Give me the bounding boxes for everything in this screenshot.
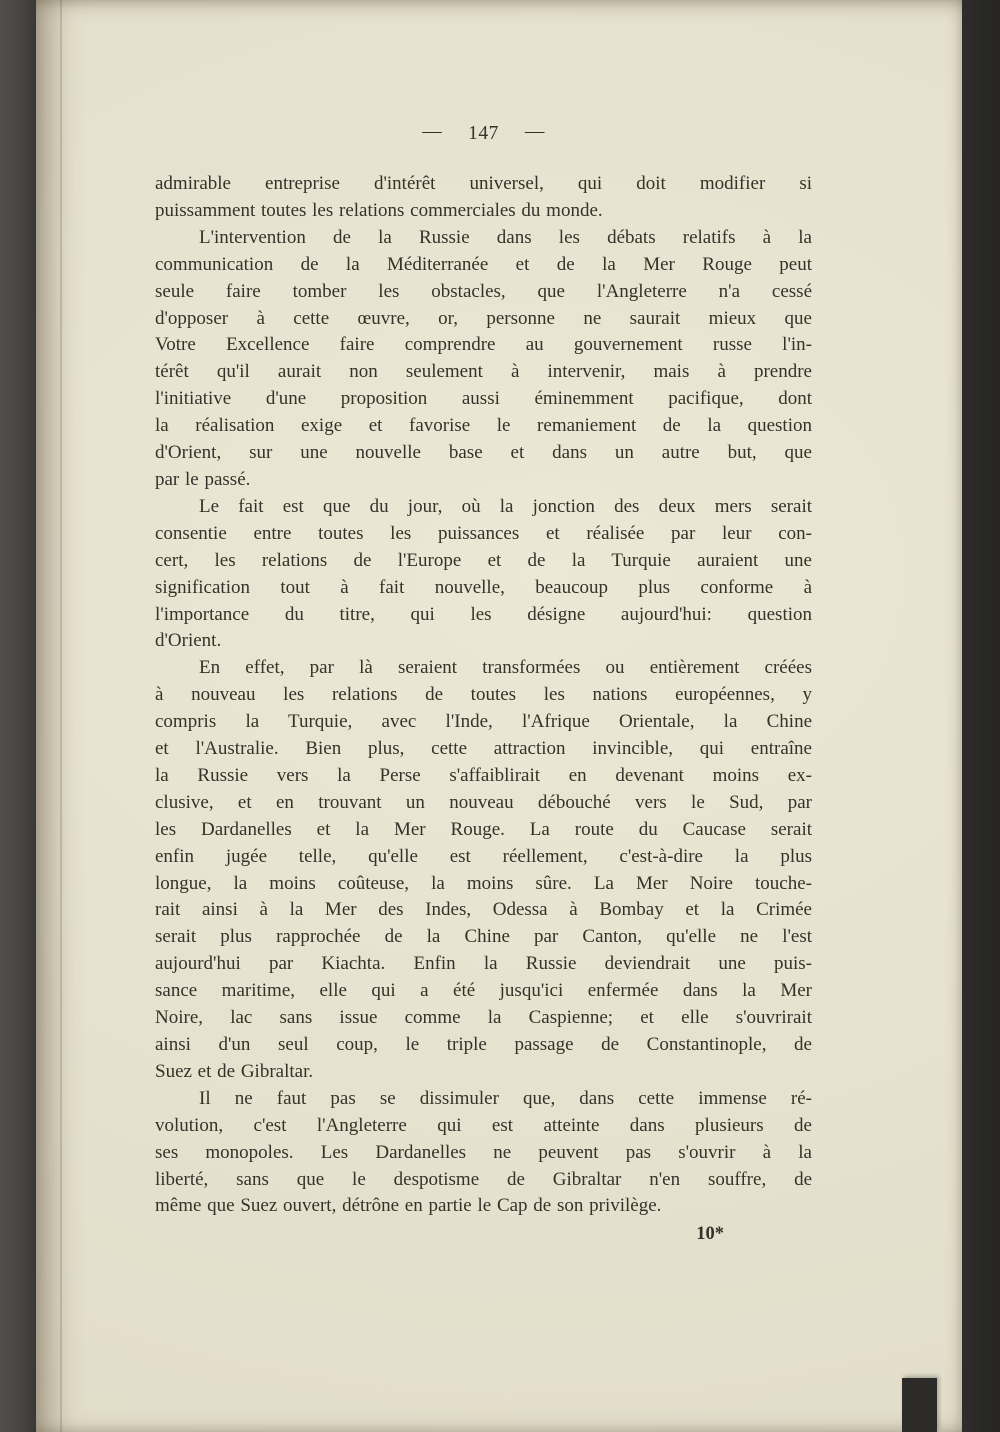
scan-corner-notch <box>902 1378 937 1432</box>
text-line: longue, la moins coûteuse, la moins sûre. La Mer Noire touche- <box>155 872 812 894</box>
page-number-right-dash: — <box>524 121 545 142</box>
text-line: serait plus rapprochée de la Chine par Canton, qu'elle ne l'est <box>155 926 812 948</box>
text-line: d'Orient. <box>155 630 222 652</box>
text-line: seule faire tomber les obstacles, que l'Angleterre n'a cessé <box>155 280 812 302</box>
text-line: cert, les relations de l'Europe et de la Turquie auraient une <box>155 549 812 571</box>
gutter-shadow <box>60 0 62 1432</box>
text-line: la Russie vers la Perse s'affaiblirait en devenant moins ex- <box>155 764 812 786</box>
text-line: ainsi d'un seul coup, le triple passage de Constantinople, de <box>155 1034 812 1055</box>
scan-left-edge <box>0 0 36 1432</box>
text-line: signification tout à fait nouvelle, beaucoup plus conforme à <box>155 576 812 598</box>
text-line: les Dardanelles et la Mer Rouge. La route du Caucase serait <box>155 818 812 840</box>
paragraph <box>155 225 812 494</box>
text-line: Il ne faut pas se dissimuler que, dans cette immense ré- <box>199 1087 812 1109</box>
text-line: térêt qu'il aurait non seulement à intervenir, mais à prendre <box>155 361 812 383</box>
text-line: la réalisation exige et favorise le remaniement de la question <box>155 415 812 437</box>
text-line: liberté, sans que le despotisme de Gibraltar n'en souffre, de <box>155 1168 812 1190</box>
text-line: sance maritime, elle qui a été jusqu'ici enfermée dans la Mer <box>155 980 812 1002</box>
text-line: aujourd'hui par Kiachta. Enfin la Russie deviendrait une puis- <box>155 953 812 975</box>
book-page-paper <box>36 0 962 1432</box>
page-number-value: 147 <box>468 123 499 144</box>
text-line: En effet, par là seraient transformées ou entièrement créées <box>199 657 812 679</box>
text-line: Votre Excellence faire comprendre au gouvernement russe l'in- <box>155 334 812 356</box>
text-line: consentie entre toutes les puissances et réalisée par leur con- <box>155 522 812 544</box>
text-line: communication de la Méditerranée et de la Mer Rouge peut <box>155 253 812 275</box>
text-line: l'initiative d'une proposition aussi éminemment pacifique, dont <box>155 388 812 410</box>
text-line: enfin jugée telle, qu'elle est réellement, c'est-à-dire la plus <box>155 845 812 867</box>
text-line: Suez et de Gibraltar. <box>155 1060 314 1082</box>
text-line: L'intervention de la Russie dans les débats relatifs à la <box>199 226 812 248</box>
text-line: par le passé. <box>155 468 251 490</box>
text-line: rait ainsi à la Mer des Indes, Odessa à Bombay et la Crimée <box>155 899 812 921</box>
text-line: clusive, et en trouvant un nouveau débouché vers le Sud, par <box>155 791 812 813</box>
text-line: d'opposer à cette œuvre, or, personne ne saurait mieux que <box>155 307 812 329</box>
paragraph <box>155 1086 812 1221</box>
text-line: ses monopoles. Les Dardanelles ne peuvent pas s'ouvrir à la <box>155 1141 812 1163</box>
text-line: Noire, lac sans issue comme la Caspienne; et elle s'ouvrirait <box>155 1007 812 1029</box>
text-line: compris la Turquie, avec l'Inde, l'Afrique Orientale, la Chine <box>155 711 812 733</box>
text-line: l'importance du titre, qui les désigne aujourd'hui: question <box>155 603 812 625</box>
paragraph <box>155 494 812 655</box>
text-line: et l'Australie. Bien plus, cette attraction invincible, qui entraîne <box>155 738 812 760</box>
text-line: d'Orient, sur une nouvelle base et dans un autre but, que <box>155 442 812 464</box>
page-number-left-dash: — <box>422 121 443 142</box>
paragraph <box>155 655 812 1086</box>
text-line: admirable entreprise d'intérêt universel, qui doit modifier si <box>155 173 812 194</box>
paragraph <box>155 171 812 225</box>
page-number <box>155 123 812 145</box>
text-block <box>155 171 812 1220</box>
text-line: même que Suez ouvert, détrône en partie le Cap de son privilège. <box>155 1195 662 1217</box>
text-line: volution, c'est l'Angleterre qui est atteinte dans plusieurs de <box>155 1114 812 1136</box>
scan-right-edge <box>962 0 1000 1432</box>
text-line: puissamment toutes les relations commerciales du monde. <box>155 199 603 221</box>
text-line: Le fait est que du jour, où la jonction des deux mers serait <box>199 495 812 517</box>
printer-signature-mark: 10* <box>696 1224 724 1244</box>
text-line: à nouveau les relations de toutes les nations européennes, y <box>155 684 812 706</box>
